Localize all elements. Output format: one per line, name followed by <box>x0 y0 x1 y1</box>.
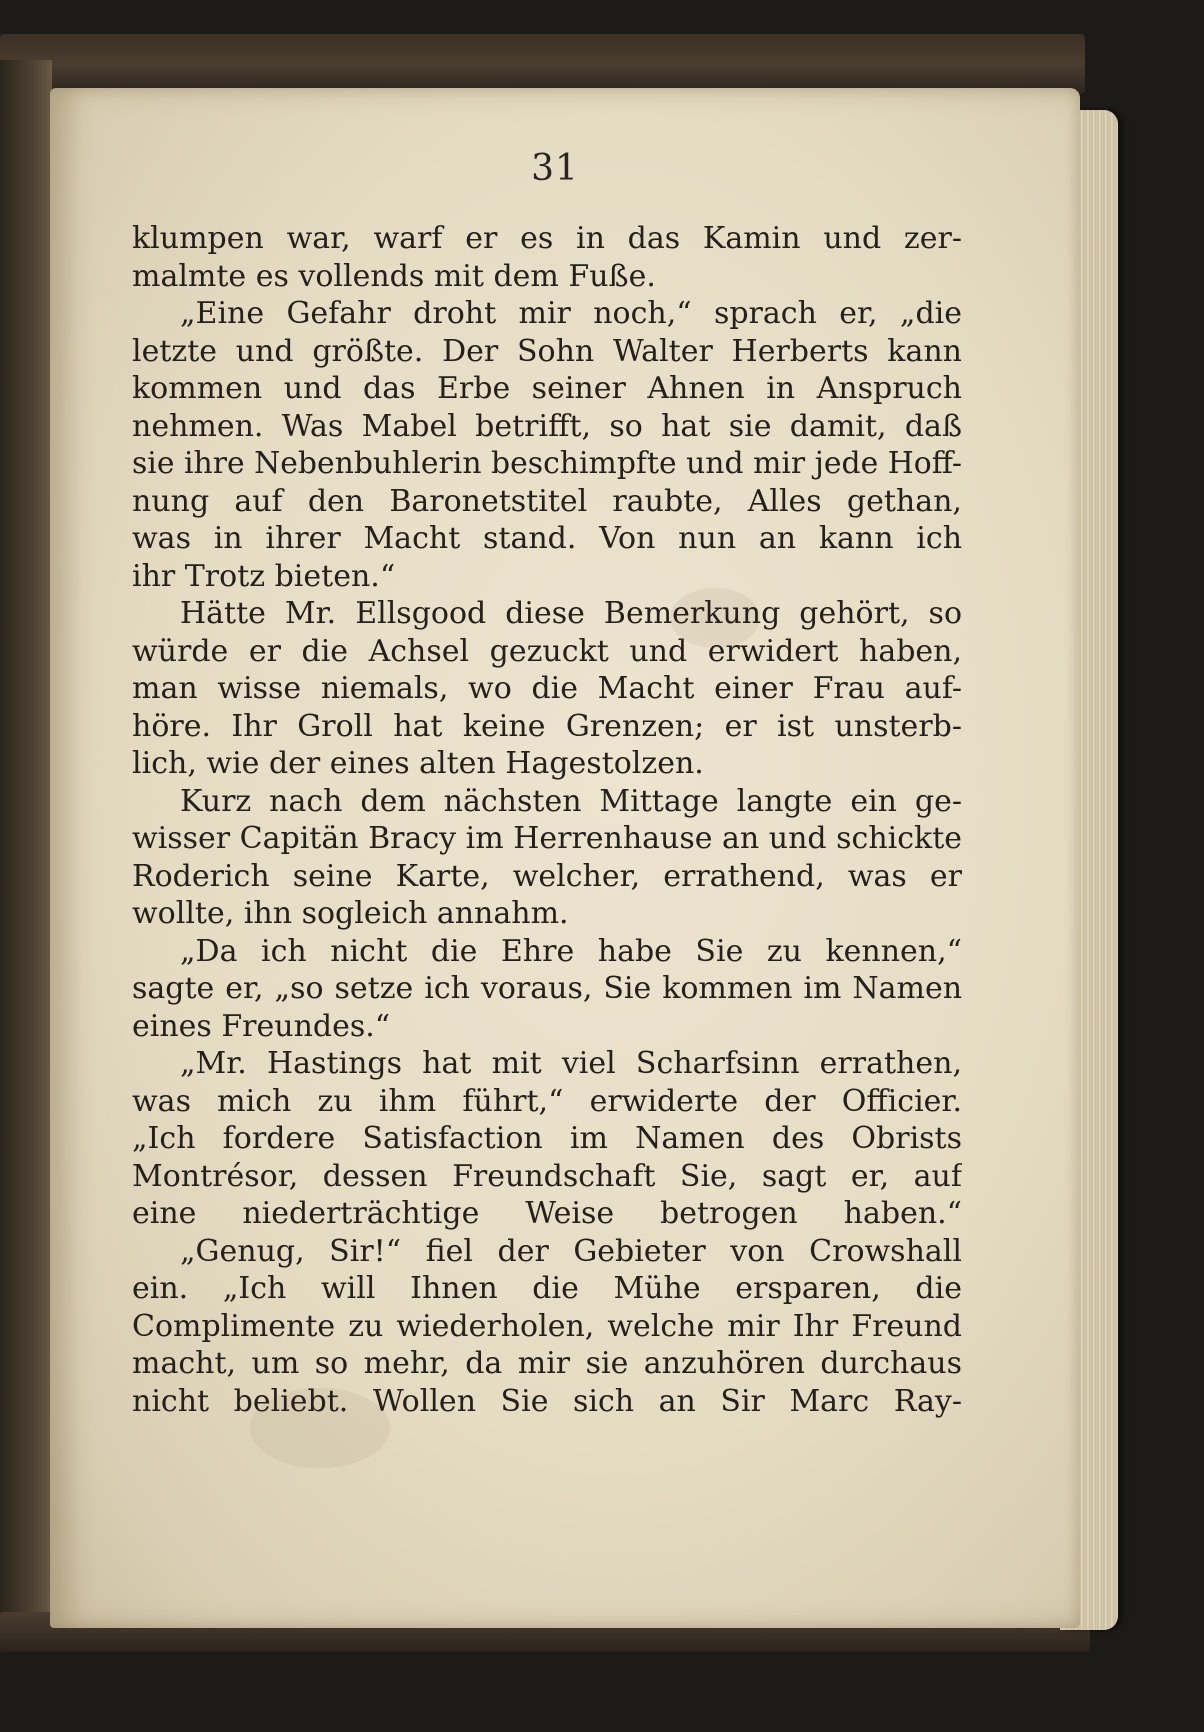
page-number: 31 <box>531 148 579 189</box>
text-line: ein. „Ich will Ihnen die Mühe ersparen, die <box>132 1271 962 1306</box>
text-line: lich, wie der eines alten Hagestolzen. <box>132 746 704 781</box>
text-line: Montrésor, dessen Freundschaft Sie, sagt er, auf <box>132 1158 962 1194</box>
text-line: würde er die Achsel gezuckt und erwidert haben, <box>132 633 962 669</box>
text-line: macht, um so mehr, da mir sie anzuhören durchaus <box>132 1346 962 1381</box>
text-line: letzte und größte. Der Sohn Walter Herberts kann <box>132 333 962 369</box>
book-cover-top <box>0 34 1085 94</box>
text-line: nehmen. Was Mabel betrifft, so hat sie damit, daß <box>132 408 962 444</box>
text-line: ihr Trotz bieten.“ <box>132 558 396 594</box>
text-line: eines Freundes.“ <box>132 1008 391 1044</box>
text-line: nicht beliebt. Wollen Sie sich an Sir Marc Ray- <box>132 1383 962 1419</box>
text-line: Complimente zu wiederholen, welche mir Ihr Freund <box>132 1308 962 1344</box>
text-line: klumpen war, warf er es in das Kamin und zer- <box>132 221 962 256</box>
body-text <box>132 220 962 1420</box>
text-line: Kurz nach dem nächsten Mittage langte ein ge- <box>180 783 962 819</box>
text-line: man wisse niemals, wo die Macht einer Frau auf- <box>132 671 962 706</box>
text-line: wisser Capitän Bracy im Herrenhause an und schickte <box>132 821 962 856</box>
text-line: „Mr. Hastings hat mit viel Scharfsinn errathen, <box>180 1046 962 1081</box>
text-line: Hätte Mr. Ellsgood diese Bemerkung gehört, so <box>180 596 962 631</box>
text-line: „Eine Gefahr droht mir noch,“ sprach er, „die <box>180 296 962 331</box>
text-line: nung auf den Baronetstitel raubte, Alles gethan, <box>132 483 962 519</box>
text-line: malmte es vollends mit dem Fuße. <box>132 258 656 294</box>
text-line: höre. Ihr Groll hat keine Grenzen; er ist unsterb- <box>132 708 962 744</box>
text-line: „Da ich nicht die Ehre habe Sie zu kennen,“ <box>180 933 962 969</box>
text-line: Roderich seine Karte, welcher, errathend, was er <box>132 858 962 894</box>
text-line: was mich zu ihm führt,“ erwiderte der Officier. <box>132 1083 962 1119</box>
text-line: sagte er, „so setze ich voraus, Sie kommen im Namen <box>132 971 962 1006</box>
text-line: eine niederträchtige Weise betrogen haben.“ <box>132 1196 962 1231</box>
text-line: kommen und das Erbe seiner Ahnen in Anspruch <box>132 371 962 406</box>
text-line: was in ihrer Macht stand. Von nun an kann ich <box>132 521 962 556</box>
text-line: „Genug, Sir!“ fiel der Gebieter von Crowshall <box>180 1233 962 1269</box>
book-spine-left <box>0 60 52 1640</box>
text-line: „Ich fordere Satisfaction im Namen des Obrists <box>132 1121 962 1156</box>
text-line: sie ihre Nebenbuhlerin beschimpfte und mir jede Hoff- <box>132 446 962 481</box>
text-line: wollte, ihn sogleich annahm. <box>132 896 569 931</box>
